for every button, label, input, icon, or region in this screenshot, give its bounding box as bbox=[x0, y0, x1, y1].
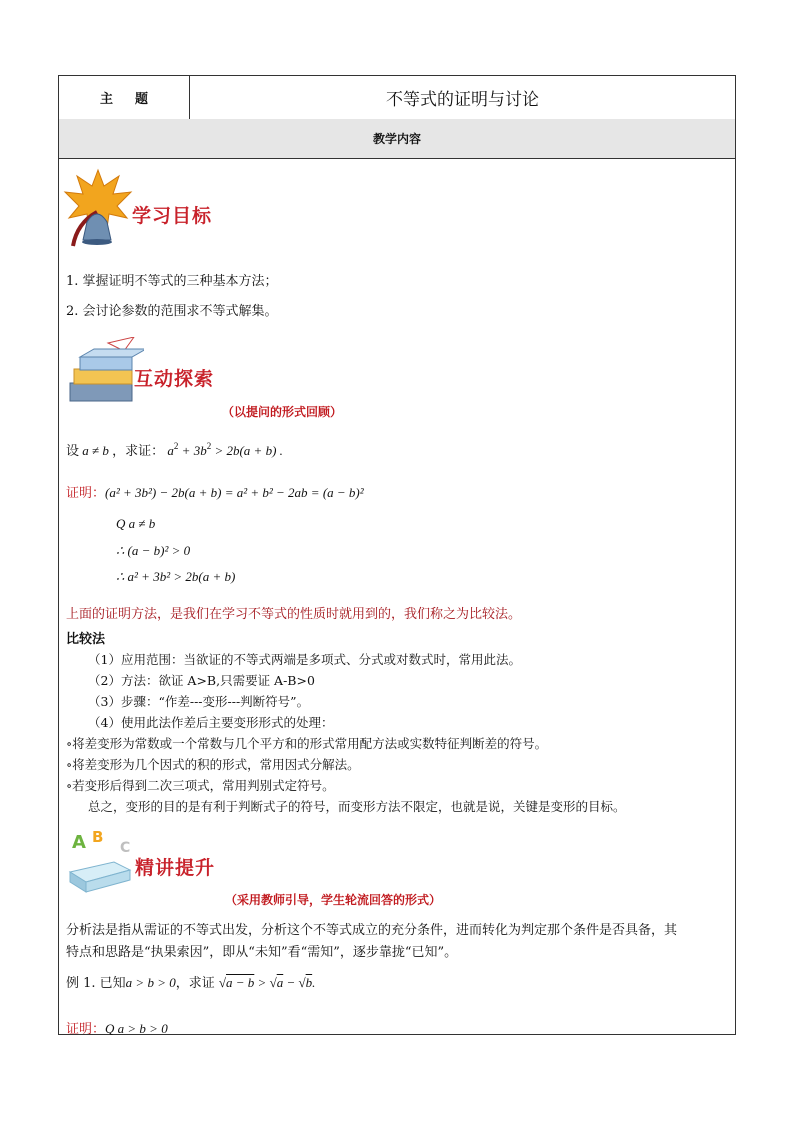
proof-expression: (a² + 3b²) − 2b(a + b) = a² + b² − 2ab = (a − b)² bbox=[105, 485, 364, 500]
svg-text:B: B bbox=[92, 828, 104, 846]
objectives-banner: 学习目标 bbox=[132, 205, 213, 227]
example-1: 例 1. 已知a > b > 0，求证 √a − b > √a − √b. bbox=[66, 975, 316, 991]
method-item: （4）使用此法作差后主要变形形式的处理： bbox=[88, 715, 334, 730]
method-item: （2）方法：欲证 A>B,只需要证 A-B>0 bbox=[88, 673, 315, 688]
method-item: （3）步骤：“作差---变形---判断符号”。 bbox=[88, 694, 310, 709]
method-item: （1）应用范围：当欲证的不等式两端是多项式、分式或对数式时，常用此法。 bbox=[88, 652, 521, 667]
proof-step: Q a ≠ b bbox=[116, 516, 156, 531]
method-item: ∘将差变形为常数或一个常数与几个平方和的形式常用配方法或实数特征判断差的符号。 bbox=[66, 736, 548, 751]
advance-banner: 精讲提升 bbox=[135, 857, 216, 879]
analysis-intro-line2: 特点和思路是“执果索因”，即从“未知”看“需知”，逐步靠拢“已知”。 bbox=[66, 945, 458, 960]
page-title: 不等式的证明与讨论 bbox=[386, 90, 539, 110]
proof-step: ∴ a² + 3b² > 2b(a + b) bbox=[116, 569, 236, 584]
problem-mid: ，求证： bbox=[112, 444, 165, 459]
example-label: 例 1. 已知 bbox=[66, 976, 126, 991]
proof-label: 证明： bbox=[66, 486, 106, 501]
objective-item: 1. 掌握证明不等式的三种基本方法； bbox=[66, 274, 278, 289]
advance-note: （采用教师引导，学生轮流回答的形式） bbox=[225, 893, 442, 907]
example-condition: a > b > 0 bbox=[125, 975, 176, 990]
example-mid: ，求证 bbox=[175, 976, 215, 991]
method-item: ∘若变形后得到二次三项式，常用判别式定符号。 bbox=[66, 778, 335, 793]
problem-statement: 设 a ≠ b ，求证： $a^2 + 3b^2 > 2b(a + b)$ . bbox=[66, 441, 283, 459]
example-proof-label: 证明： bbox=[66, 1022, 106, 1037]
method-item: 总之，变形的目的是有利于判断式子的符号，而变形方法不限定，也就是说，关键是变形的目标。 bbox=[88, 799, 626, 814]
explore-banner: 互动探索 bbox=[134, 368, 215, 390]
abc-blocks-icon bbox=[64, 826, 136, 896]
proof-line bbox=[66, 482, 364, 501]
maple-bell-icon bbox=[63, 168, 133, 250]
books-icon bbox=[64, 337, 144, 407]
example-proof-line bbox=[66, 1018, 168, 1037]
method-summary: 上面的证明方法，是我们在学习不等式的性质时就用到的，我们称之为比较法。 bbox=[66, 607, 522, 622]
subheader: 教学内容 bbox=[59, 119, 735, 159]
svg-text:C: C bbox=[120, 840, 131, 856]
problem-prefix: 设 bbox=[66, 444, 80, 459]
topic-label: 主题 bbox=[59, 76, 190, 119]
explore-note: （以提问的形式回顾） bbox=[222, 405, 343, 419]
objective-item: 2. 会讨论参数的范围求不等式解集。 bbox=[66, 304, 278, 319]
method-item: ∘将差变形为几个因式的积的形式，常用因式分解法。 bbox=[66, 757, 360, 772]
header-row bbox=[59, 76, 735, 120]
method-title: 比较法 bbox=[66, 632, 106, 647]
example-proof-start: Q a > b > 0 bbox=[105, 1021, 168, 1036]
svg-text:A: A bbox=[72, 832, 86, 853]
proof-step: ∴ (a − b)² > 0 bbox=[116, 543, 191, 558]
analysis-intro-line1: 分析法是指从需证的不等式出发，分析这个不等式成立的充分条件，进而转化为判定那个条件是否具备，其 bbox=[66, 923, 678, 938]
